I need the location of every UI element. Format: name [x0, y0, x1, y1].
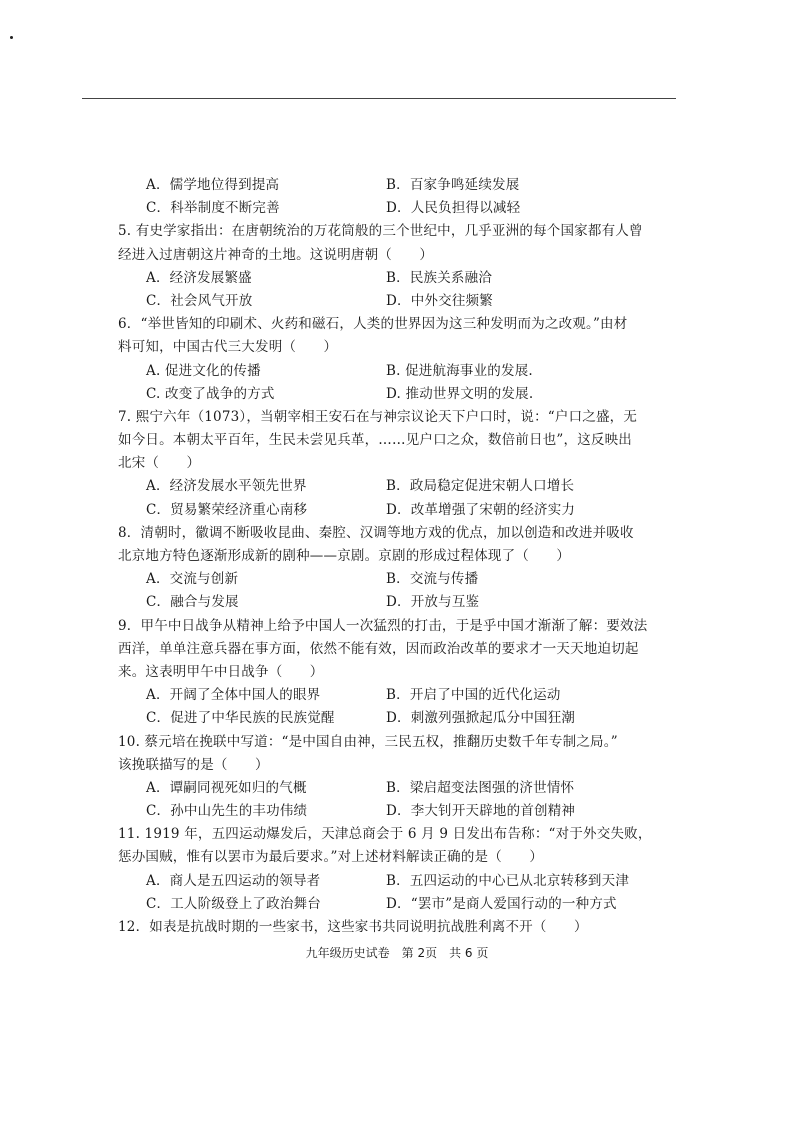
q7-option-c: C．贸易繁荣经济重心南移	[146, 501, 308, 518]
q8-option-a: A．交流与创新	[146, 571, 239, 588]
question-content	[118, 174, 652, 939]
q7-option-b: B．政局稳定促进宋朝人口增长	[386, 478, 575, 495]
q11-option-d: D．“罢市”是商人爱国行动的一种方式	[386, 895, 617, 912]
q10-options-row-2	[118, 800, 638, 823]
q10-options-row-1	[118, 777, 638, 800]
q8-options-row-1	[118, 568, 638, 591]
q8-option-c: C．融合与发展	[146, 594, 239, 611]
q11-options-row-2	[118, 893, 638, 916]
header-rule	[82, 98, 676, 99]
q10-option-a: A．谭嗣同视死如归的气概	[146, 779, 307, 796]
q7-stem-line-2: 如今日。本朝太平百年，生民未尝见兵革，……见户口之众，数倍前日也”，这反映出	[118, 432, 633, 449]
q9-options-row-2	[118, 707, 638, 730]
q11-option-b: B．五四运动的中心已从北京转移到天津	[386, 872, 630, 889]
q9-option-b: B．开启了中国的近代化运动	[386, 687, 561, 704]
q6-option-d: D. 推动世界文明的发展.	[386, 385, 534, 402]
q9-options-row-1	[118, 684, 638, 707]
q5-stem-line-1: 5. 有史学家指出：在唐朝统治的万花筒般的三个世纪中，几乎亚洲的每个国家都有人曾	[118, 223, 643, 240]
q8-option-d: D．开放与互鉴	[386, 594, 480, 611]
q11-option-a: A．商人是五四运动的领导者	[146, 872, 321, 889]
q11-option-c: C．工人阶级登上了政治舞台	[146, 895, 321, 912]
q6-stem-line-2: 料可知，中国古代三大发明（ ）	[118, 339, 338, 356]
q11-stem-line-1: 11. 1919 年，五四运动爆发后，天津总商会于 6 月 9 日发出布告称：“对于外交失败，	[118, 826, 652, 843]
q5-options-row-1	[118, 267, 638, 290]
q4-option-d: D．人民负担得以减轻	[386, 200, 521, 217]
q5-option-b: B．民族关系融洽	[386, 269, 493, 286]
q7-options-row-1	[118, 475, 638, 498]
q9-option-d: D．刺激列强掀起瓜分中国狂潮	[386, 710, 576, 727]
q6-option-a: A. 促进文化的传播	[146, 362, 261, 379]
q4-option-c: C．科举制度不断完善	[146, 200, 280, 217]
q10-stem-line-2: 该挽联描写的是（ ）	[118, 756, 269, 773]
q8-option-b: B．交流与传播	[386, 571, 479, 588]
q11-stem-line-2: 惩办国贼，惟有以罢市为最后要求。”对上述材料解读正确的是（ ）	[118, 849, 544, 866]
q9-stem-line-1: 9．甲午中日战争从精神上给予中国人一次猛烈的打击，于是乎中国才渐渐了解：要效法	[118, 617, 648, 634]
q10-option-b: B．梁启超变法图强的济世情怀	[386, 779, 575, 796]
q9-stem-line-3: 来。这表明甲午中日战争（ ）	[118, 663, 324, 680]
q8-stem-line-2: 北京地方特色逐渐形成新的剧种——京剧。京剧的形成过程体现了（ ）	[118, 548, 571, 564]
q4-option-a: A．儒学地位得到提高	[146, 177, 280, 193]
q7-option-a: A．经济发展水平领先世界	[146, 478, 307, 495]
q8-stem-line-1: 8．清朝时，徽调不断吸收昆曲、秦腔、汉调等地方戏的优点，加以创造和改进并吸收	[118, 524, 634, 541]
q5-stem-line-2: 经进入过唐朝这片神奇的土地。这说明唐朝（ ）	[118, 246, 434, 263]
q6-option-b: B. 促进航海事业的发展.	[386, 362, 533, 379]
q9-stem-line-2: 西洋，单单注意兵器在事方面，依然不能有效，因而政治改革的要求才一天天地迫切起	[118, 640, 639, 657]
q7-option-d: D．改革增强了宋朝的经济实力	[386, 501, 576, 518]
q6-options-row-2	[118, 383, 638, 406]
q5-option-c: C．社会风气开放	[146, 292, 253, 309]
q6-stem-line-1: 6．“举世皆知的印刷术、火药和磁石，人类的世界因为这三种发明而为之改观。”由材	[118, 316, 628, 333]
scan-speck	[10, 36, 13, 39]
q9-option-a: A．开阔了全体中国人的眼界	[146, 687, 321, 704]
page-footer: 九年级历史试卷 第 2页 共 6 页	[305, 946, 489, 960]
q5-option-d: D．中外交往频繁	[386, 292, 493, 309]
q10-option-d: D．李大钊开天辟地的首创精神	[386, 803, 576, 820]
q7-options-row-2	[118, 499, 638, 522]
q6-options-row-1	[118, 360, 638, 383]
q11-options-row-1	[118, 870, 638, 893]
q7-stem-line-3: 北宋（ ）	[118, 455, 201, 472]
q4-option-b: B．百家争鸣延续发展	[386, 177, 520, 193]
q10-stem-line-1: 10. 蔡元培在挽联中写道：“是中国自由神，三民五权，推翻历史数千年专制之局。”	[118, 733, 618, 750]
q5-option-a: A．经济发展繁盛	[146, 269, 252, 286]
q6-option-c: C. 改变了战争的方式	[146, 385, 275, 402]
q5-options-row-2	[118, 290, 638, 313]
q12-stem-line-1: 12．如表是抗战时期的一些家书，这些家书共同说明抗战胜利离不开（ ）	[118, 919, 588, 935]
q7-stem-line-1: 7. 熙宁六年（1073），当朝宰相王安石在与神宗议论天下户口时，说：“户口之盛，无	[118, 408, 638, 425]
q8-options-row-2	[118, 591, 638, 614]
q4-options-row-1	[118, 174, 638, 197]
q9-option-c: C．促进了中华民族的民族觉醒	[146, 710, 335, 727]
q4-options-row-2	[118, 197, 638, 220]
q10-option-c: C．孙中山先生的丰功伟绩	[146, 803, 308, 820]
